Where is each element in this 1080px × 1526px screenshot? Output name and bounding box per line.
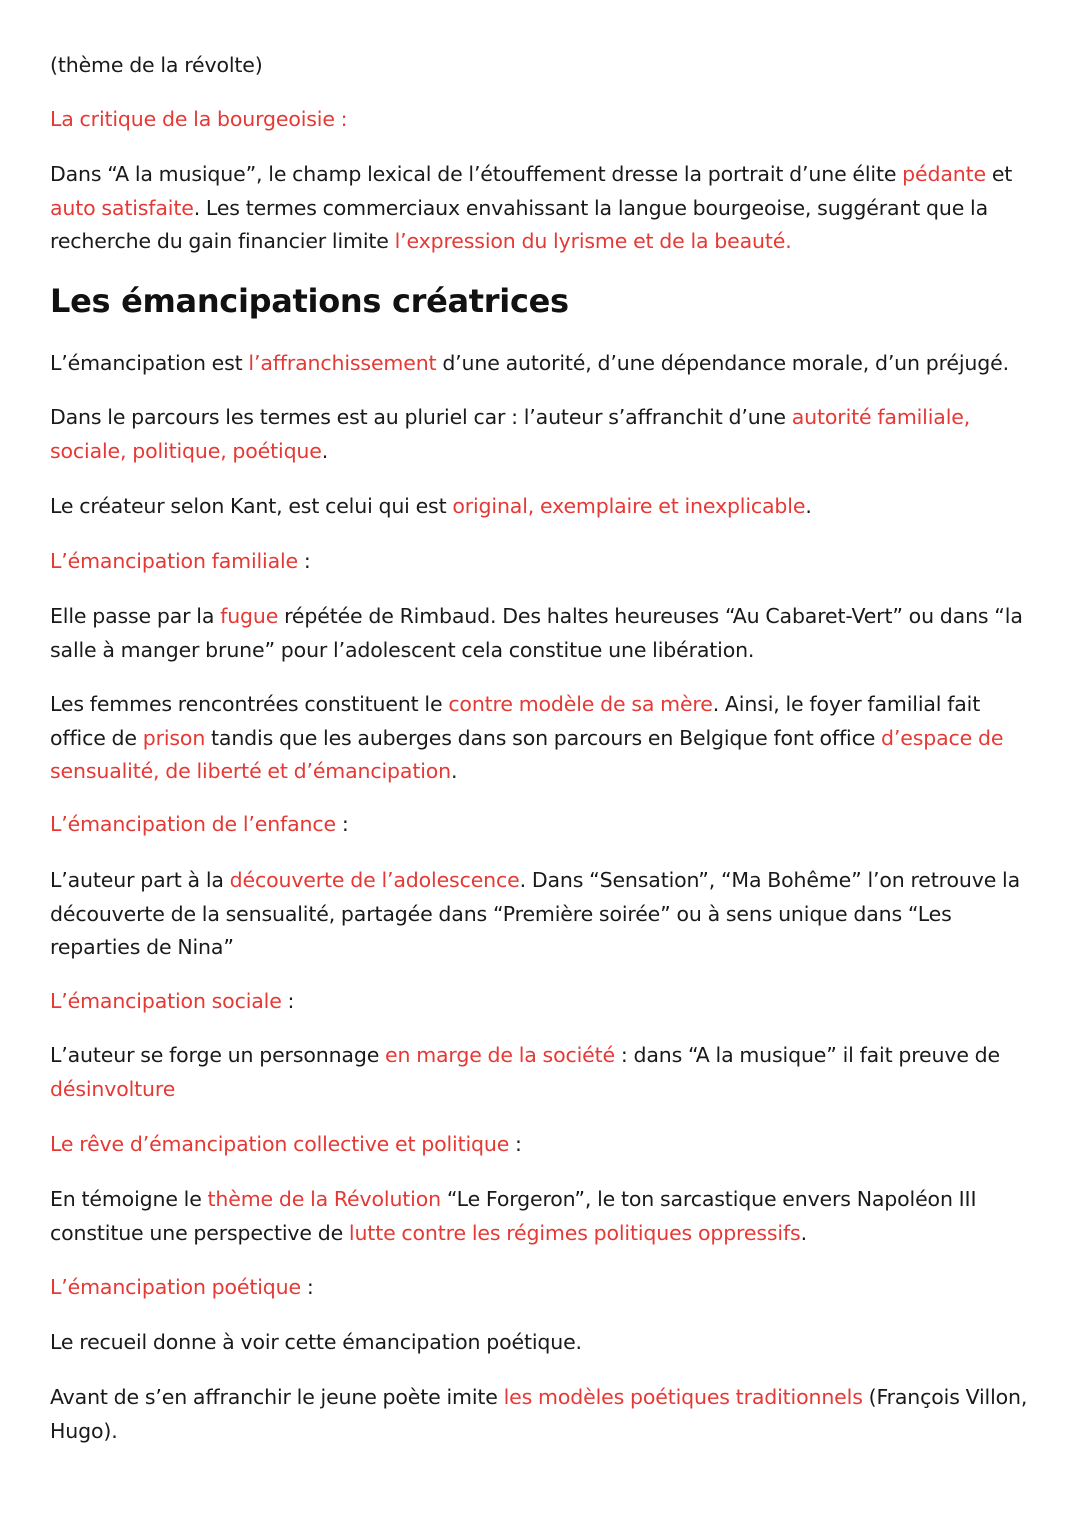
subtitle-text: L’émancipation sociale [50,989,282,1013]
paragraph-kant [50,490,1035,524]
paragraph-fugue [50,600,1035,667]
paragraph-enfance [50,864,1035,965]
subtitle-enfance [50,808,1035,842]
highlight: les modèles poétiques traditionnels [503,1385,863,1409]
highlight: prison [142,725,206,750]
text: Dans le parcours les termes est au pluriel car : l’auteur s’affranchit d’une [50,405,792,429]
highlight: l’affranchissement [248,351,437,375]
text: répétée de Rimbaud. Des haltes heureuses “Au Cabaret-Vert” ou dans “la salle à manger brune” pour l’adolescent cela constitue une libération. [50,604,1023,662]
text: . [451,759,458,783]
paragraph-politique [50,1183,1035,1250]
subtitle-politique [50,1128,1035,1162]
text: Dans “A la musique”, le champ lexical de l’étouffement dresse la portrait d’une élite [50,162,903,186]
colon: : [300,1275,314,1299]
theme-line: (thème de la révolte) [50,53,263,77]
text: . [321,438,329,463]
text: . [800,1220,807,1245]
text: et [985,162,1013,186]
colon: : [298,549,311,573]
text: L’auteur se forge un personnage [50,1043,386,1067]
colon: : [281,989,295,1013]
subtitle-text: L’émancipation de l’enfance [50,812,336,836]
highlight: fugue [220,604,279,628]
text: tandis que les auberges dans son parcours en Belgique font office [205,725,882,750]
paragraph-plural [50,401,1035,468]
paragraph-definition [50,347,1035,381]
highlight: original, exemplaire et inexplicable [452,494,806,518]
section-heading: Les émancipations créatrices [50,282,569,320]
highlight: autorité familiale, sociale, politique, poétique [50,405,971,463]
highlight: découverte de l’adolescence [229,868,520,892]
highlight: d’espace de sensualité, de liberté et d’émancipation [50,725,1004,783]
highlight: contre modèle de sa mère [448,692,713,716]
text: . [805,494,812,518]
text: “Le Forgeron”, le ton sarcastique envers Napoléon III constitue une perspective de [50,1187,977,1245]
paragraph-sociale [50,1039,1035,1106]
paragraph-femmes [50,688,1035,789]
subtitle-text: Le rêve d’émancipation collective et politique [50,1132,510,1156]
text: Les femmes rencontrées constituent le [50,692,449,716]
highlight: thème de la Révolution [207,1187,441,1211]
subtitle-text: L’émancipation familiale [50,549,299,573]
highlight: désinvolture [50,1076,176,1101]
text: En témoigne le [50,1187,208,1211]
text: Elle passe par la [50,604,221,628]
highlight: en marge de la société [385,1043,615,1067]
subtitle-sociale [50,985,1035,1019]
text: (François Villon, Hugo). [50,1385,1028,1443]
subtitle-familiale [50,545,1035,579]
highlight: pédante [902,162,986,186]
text: Avant de s’en affranchir le jeune poète imite [50,1385,504,1409]
text: Le créateur selon Kant, est celui qui est [50,494,453,518]
highlight: auto satisfaite [50,195,194,220]
subtitle-poetique [50,1271,1035,1305]
paragraph-bourgeoisie [50,158,1035,259]
highlight: lutte contre les régimes politiques oppressifs [348,1220,801,1245]
text: . Les termes commerciaux envahissant la langue bourgeoise, suggérant que la recherche du gain financier limite [50,195,989,253]
paragraph-recueil: Le recueil donne à voir cette émancipation poétique. [50,1330,582,1354]
text: d’une autorité, d’une dépendance morale, d’un préjugé. [436,351,1009,375]
text: : dans “A la musique” il fait preuve de [614,1043,1000,1067]
text: . Ainsi, le foyer familial fait office de [50,692,981,750]
text: . Dans “Sensation”, “Ma Bohême” l’on retrouve la découverte de la sensualité, partagée dans “Première soirée” ou à sens unique dans “Les reparties de Nina” [50,868,1020,959]
subtitle-text: L’émancipation poétique [50,1275,301,1299]
text: L’auteur part à la [50,868,230,892]
subtitle-bourgeoisie: La critique de la bourgeoisie : [50,107,348,131]
colon: : [335,812,349,836]
paragraph-modeles [50,1381,1035,1448]
highlight: l’expression du lyrisme et de la beauté. [394,229,792,253]
text: L’émancipation est [50,351,249,375]
colon: : [509,1132,522,1156]
